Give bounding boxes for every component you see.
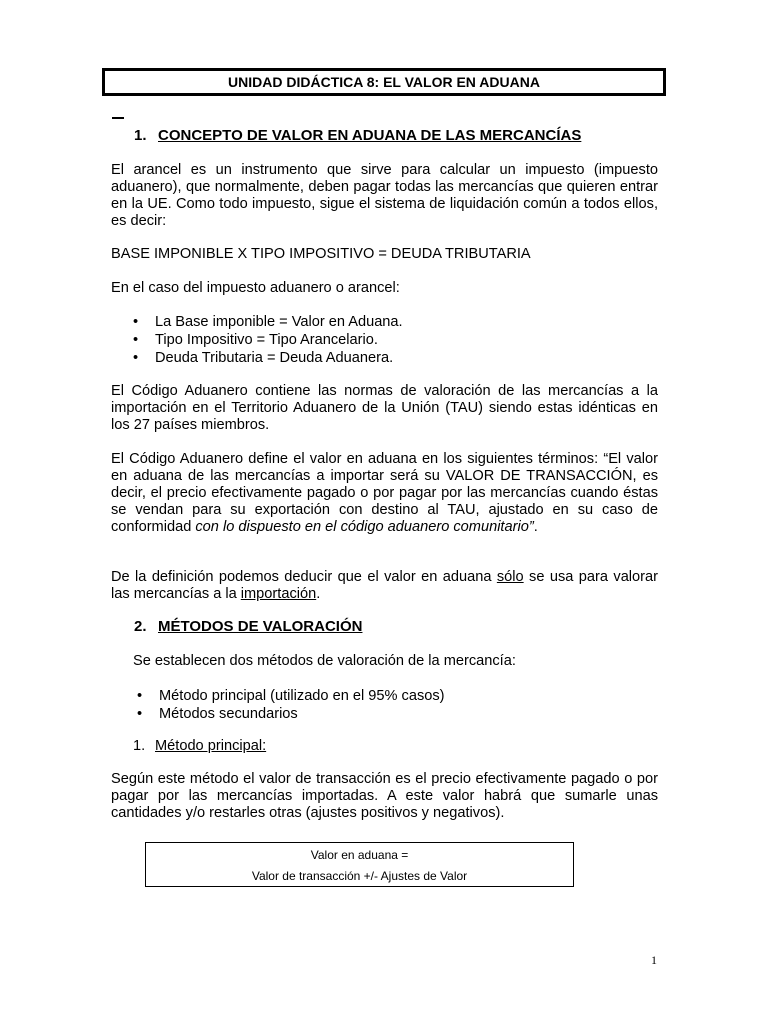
deducir-underlined-solo: sólo (496, 569, 524, 585)
formula-box (145, 842, 574, 887)
section-2-title: MÉTODOS DE VALORACIÓN (158, 618, 363, 635)
paragraph-arancel: El arancel es un instrumento que sirve para calcular un impuesto (impuesto aduanero), que normalmente, deben pagar todas las mercancías que quieren entrar en la UE. Como todo impuesto, sigue el sistema de liquidación común a todos ellos, es decir: (111, 162, 658, 229)
section-1-bullet-list (133, 313, 403, 367)
formula-line: BASE IMPONIBLE X TIPO IMPOSITIVO = DEUDA TRIBUTARIA (111, 246, 531, 262)
deducir-text-b: se usa para valorar las mercancías a la (111, 569, 659, 602)
formula-box-line-1: Valor en aduana = (310, 848, 409, 862)
list-item: • Deuda Tributaria = Deuda Aduanera. (133, 349, 403, 367)
section-1-heading (134, 127, 581, 144)
deducir-underlined-importacion: importación (240, 586, 317, 602)
definition-italic: con lo dispuesto en el código aduanero comunitario” (195, 519, 534, 535)
list-item: • La Base imponible = Valor en Aduana. (133, 313, 403, 331)
paragraph-metodos-intro: Se establecen dos métodos de valoración de la mercancía: (133, 653, 516, 669)
paragraph-caso: En el caso del impuesto aduanero o arancel: (111, 280, 400, 296)
paragraph-metodo-principal: Según este método el valor de transacción es el precio efectivamente pagado o por pagar por las mercancías importadas. A este valor habrá que sumarle unas cantidades y/o restarles otras (ajustes positivos y negativos). (111, 771, 658, 821)
subsection-title: Método principal: (155, 738, 267, 754)
section-1-number: 1. (134, 127, 147, 144)
section-1-title: CONCEPTO DE VALOR EN ADUANA DE LAS MERCANCÍAS (158, 127, 582, 144)
formula-box-line-2: Valor de transacción +/- Ajustes de Valor (251, 869, 468, 883)
subsection-heading (133, 738, 266, 754)
list-item: • Tipo Impositivo = Tipo Arancelario. (133, 331, 403, 349)
deducir-text-c: . (316, 586, 321, 602)
section-2-number: 2. (134, 618, 147, 635)
page-number: 1 (651, 953, 657, 967)
definition-end: . (533, 519, 538, 535)
section-2-heading (134, 618, 362, 635)
subsection-number: 1. (133, 738, 146, 754)
section-2-bullet-list (137, 687, 445, 723)
deducir-text-a: De la definición podemos deducir que el valor en aduana (111, 569, 497, 585)
list-item: • Métodos secundarios (137, 705, 445, 723)
unit-title: UNIDAD DIDÁCTICA 8: EL VALOR EN ADUANA (102, 68, 666, 96)
list-item: • Método principal (utilizado en el 95% casos) (137, 687, 445, 705)
stray-dash (112, 117, 124, 119)
definition-text: El Código Aduanero define el valor en aduana en los siguientes términos: “El valor en aduana de las mercancías a importar será su VALOR DE TRANSACCIÓN, es decir, el precio efectivamente pagado o por pagar por las mercancías cuando éstas se vendan para su exportación con destino al TAU, ajustado en su caso de conformidad (111, 451, 658, 535)
paragraph-definicion (111, 451, 658, 536)
paragraph-codigo: El Código Aduanero contiene las normas de valoración de las mercancías a la importación en el Territorio Aduanero de la Unión (TAU) siendo estas idénticas en los 27 países miembros. (111, 383, 658, 433)
paragraph-deducir (111, 569, 658, 603)
